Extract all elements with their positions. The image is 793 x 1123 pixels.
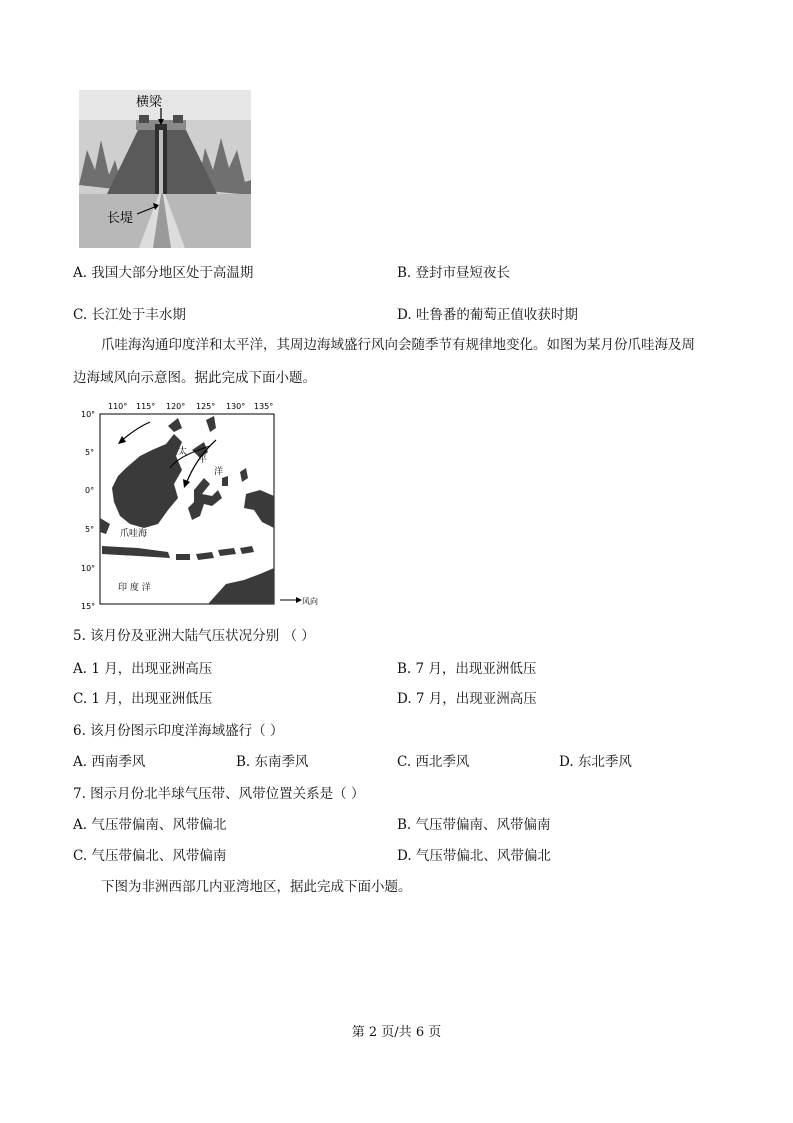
label-pacific-3: 洋 xyxy=(214,467,224,477)
prev-option-b[interactable]: B. 登封市昼短夜长 xyxy=(397,265,511,281)
page-footer: 第 2 页/共 6 页 xyxy=(351,1025,442,1040)
lat-tick-10s: 10° xyxy=(81,564,96,573)
photo-label-top: 横梁 xyxy=(136,95,163,110)
lat-tick-15s: 15° xyxy=(81,602,96,610)
lon-tick-120: 120° xyxy=(166,402,186,411)
lon-tick-125: 125° xyxy=(196,402,216,411)
q5-option-b[interactable]: B. 7 月，出现亚洲低压 xyxy=(397,661,537,677)
label-indian-ocean: 印 度 洋 xyxy=(118,583,151,593)
intro-java-line1: 爪哇海沟通印度洋和太平洋，其周边海域盛行风向会随季节有规律地变化。如图为某月份爪哇海及周 xyxy=(101,337,695,353)
q6-option-a[interactable]: A. 西南季风 xyxy=(73,754,146,770)
lat-tick-10n: 10° xyxy=(81,410,96,419)
label-pacific-1: 太 xyxy=(178,447,188,457)
monument-photo xyxy=(79,90,251,248)
photo-label-bottom: 长堤 xyxy=(107,211,134,226)
lat-tick-5n: 5° xyxy=(85,448,95,457)
lat-tick-0: 0° xyxy=(85,486,95,495)
label-pacific-2: 平 xyxy=(198,455,208,465)
lon-tick-115: 115° xyxy=(136,402,156,411)
q7-option-a[interactable]: A. 气压带偏南、风带偏北 xyxy=(73,817,227,833)
intro-java-line2: 边海域风向示意图。据此完成下面小题。 xyxy=(73,370,316,386)
q6-option-d[interactable]: D. 东北季风 xyxy=(559,754,632,770)
q7-option-c[interactable]: C. 气压带偏北、风带偏南 xyxy=(73,848,227,864)
q5-option-d[interactable]: D. 7 月，出现亚洲高压 xyxy=(397,691,537,707)
monument-photo-graphic xyxy=(79,90,251,248)
lon-tick-110: 110° xyxy=(108,402,128,411)
q7-stem: 7. 图示月份北半球气压带、风带位置关系是（ ） xyxy=(73,786,365,802)
q6-option-b[interactable]: B. 东南季风 xyxy=(236,754,309,770)
q7-option-d[interactable]: D. 气压带偏北、风带偏北 xyxy=(397,848,551,864)
q5-stem: 5. 该月份及亚洲大陆气压状况分别 （ ） xyxy=(73,628,315,644)
java-sea-wind-map xyxy=(78,398,330,610)
q5-option-c[interactable]: C. 1 月，出现亚洲低压 xyxy=(73,691,213,707)
prev-option-d[interactable]: D. 吐鲁番的葡萄正值收获时期 xyxy=(397,307,578,323)
q7-option-b[interactable]: B. 气压带偏南、风带偏南 xyxy=(397,817,551,833)
lon-tick-135: 135° xyxy=(254,402,274,411)
java-sea-wind-map-graphic xyxy=(78,398,330,610)
intro-africa: 下图为非洲西部几内亚湾地区，据此完成下面小题。 xyxy=(101,879,412,895)
prev-option-c[interactable]: C. 长江处于丰水期 xyxy=(73,307,186,323)
lat-tick-5s: 5° xyxy=(85,525,95,534)
prev-option-a[interactable]: A. 我国大部分地区处于高温期 xyxy=(73,265,254,281)
q6-stem: 6. 该月份图示印度洋海域盛行（ ） xyxy=(73,723,284,739)
legend-wind: 风向 xyxy=(302,597,318,606)
label-java-sea: 爪哇海 xyxy=(120,529,148,539)
q5-option-a[interactable]: A. 1 月，出现亚洲高压 xyxy=(73,661,213,677)
lon-tick-130: 130° xyxy=(226,402,246,411)
q6-option-c[interactable]: C. 西北季风 xyxy=(397,754,470,770)
